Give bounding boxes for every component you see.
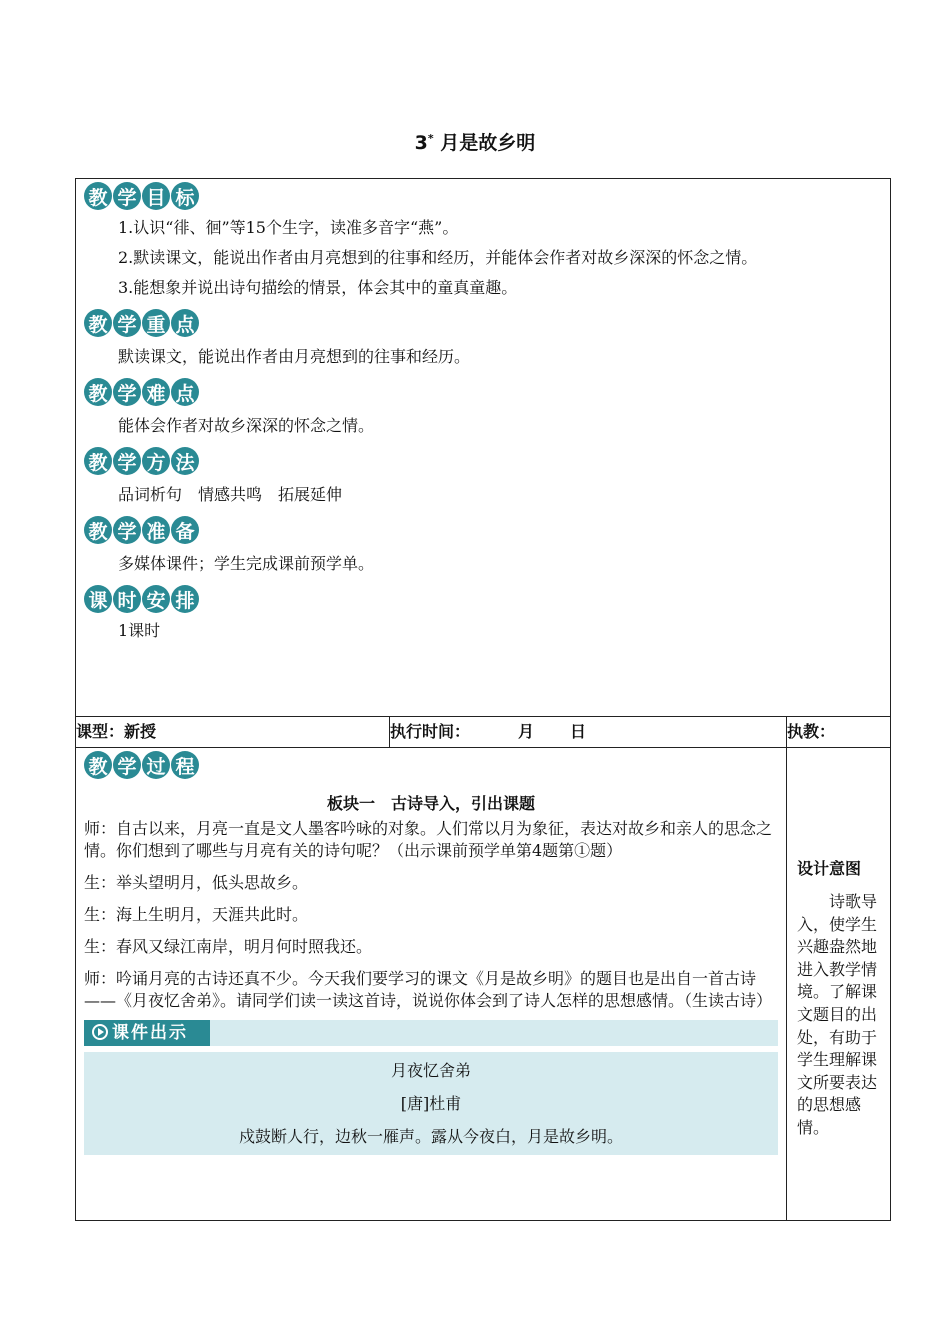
dialog-student-2: 生：海上生明月，天涯共此时。 [84,905,309,924]
badge-key-points: 教 学 重 点 [84,309,199,337]
lesson-title: 月是故乡明 [440,132,536,154]
design-intent-cell [787,748,891,1221]
execution-time: 执行时间： 月 日 [390,717,787,748]
dialog-teacher-2: 师：吟诵月亮的古诗还真不少。今天我们要学习的课文《月是故乡明》的题目也是出自一首古诗——《月夜忆舍弟》。请同学们读一读这首诗，说说你体会到了诗人怎样的思想感情。（生读古诗） [84,969,773,1010]
badge-difficulties: 教 学 难 点 [84,378,199,406]
section-heading: 板块一 古诗导入，引出课题 [326,794,535,813]
badge-methods: 教 学 方 法 [84,447,199,475]
courseware-tag: 课件出示 [84,1020,210,1046]
design-intent-text: 诗歌导入，使学生兴趣盎然地进入教学情境。了解课文题目的出处，有助于学生理解课文所要表达的思想感情。 [797,892,878,1137]
lesson-plan-table [75,178,891,1221]
badge-process: 教 学 过 程 [84,751,199,779]
poem-title: 月夜忆舍弟 [390,1061,471,1080]
page-title [0,128,950,155]
design-intent-title: 设计意图 [797,859,862,878]
lesson-mark: * [427,132,434,145]
badge-teaching-goals: 教 学 目 标 [84,182,199,210]
play-icon [92,1024,108,1040]
dialog-student-3: 生：春风又绿江南岸，明月何时照我还。 [84,937,373,956]
preparation-text: 多媒体课件；学生完成课前预学单。 [118,554,375,573]
teacher: 执教： [787,717,891,748]
overview-cell [76,179,891,717]
difficulties-text: 能体会作者对故乡深深的怀念之情。 [118,416,375,435]
courseware-bar [84,1020,778,1046]
process-cell [76,748,787,1221]
poem-panel [84,1052,778,1155]
key-points-text: 默读课文，能说出作者由月亮想到的往事和经历。 [118,347,471,366]
badge-schedule: 课 时 安 排 [84,585,199,613]
poem-line: 戍鼓断人行，边秋一雁声。露从今夜白，月是故乡明。 [238,1127,623,1146]
goal-1: 1.认识“徘、徊”等15个生字，读准多音字“燕”。 [118,218,459,237]
badge-preparation: 教 学 准 备 [84,516,199,544]
goal-2: 2.默读课文，能说出作者由月亮想到的往事和经历，并能体会作者对故乡深深的怀念之情。 [118,248,758,267]
dialog-student-1: 生：举头望明月，低头思故乡。 [84,873,309,892]
goal-3: 3.能想象并说出诗句描绘的情景，体会其中的童真童趣。 [118,278,518,297]
lesson-number: 3 [414,132,428,154]
dialog-teacher-1: 师：自古以来，月亮一直是文人墨客吟咏的对象。人们常以月为象征，表达对故乡和亲人的思念之情。你们想到了哪些与月亮有关的诗句呢？（出示课前预学单第4题第①题） [84,819,773,860]
methods-text: 品词析句 情感共鸣 拓展延伸 [118,485,343,504]
poem-author: [唐]杜甫 [400,1094,462,1113]
schedule-text: 1课时 [118,621,161,640]
lesson-type: 课型：新授 [76,717,390,748]
